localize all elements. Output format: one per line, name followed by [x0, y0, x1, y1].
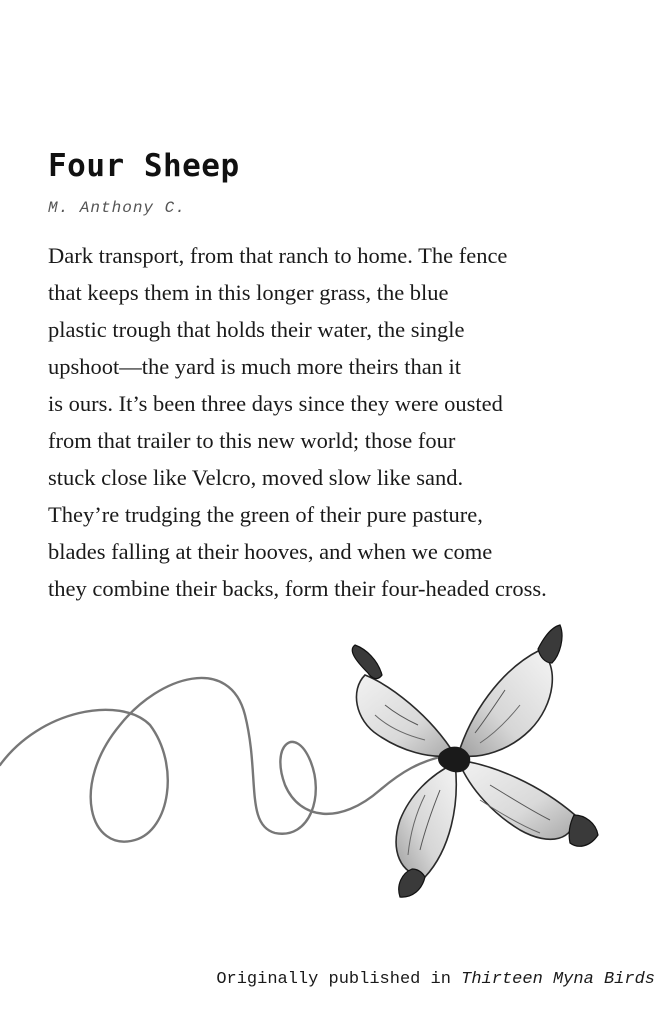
poem-author: M. Anthony C. [48, 199, 186, 217]
poem-line: blades falling at their hooves, and when we come [48, 539, 493, 564]
credit-prefix: Originally published in [216, 970, 462, 989]
sheep-lower-left [396, 763, 456, 897]
sheep-lower-right [458, 760, 598, 846]
poem-line: is ours. It’s been three days since they were ousted [48, 391, 503, 416]
sheep-illustration [0, 615, 663, 915]
poem-body [48, 237, 547, 607]
poem-line: Dark transport, from that ranch to home. The fence [48, 243, 508, 268]
poem-line: they combine their backs, form their four-headed cross. [48, 576, 547, 601]
poem-line: stuck close like Velcro, moved slow like sand. [48, 465, 464, 490]
publication-name: Thirteen Myna Birds [461, 970, 655, 989]
poem-line: from that trailer to this new world; those four [48, 428, 456, 453]
poem-line: upshoot—the yard is much more theirs than it [48, 354, 462, 379]
poem-line: that keeps them in this longer grass, the blue [48, 280, 449, 305]
poem-line: They’re trudging the green of their pure pasture, [48, 502, 483, 527]
poem-line: plastic trough that holds their water, the single [48, 317, 465, 342]
sheep-upper-right [458, 625, 562, 756]
sheep-group [352, 625, 598, 897]
poem-title: Four Sheep [48, 148, 240, 184]
sheep-upper-left [352, 645, 455, 756]
publication-credit [216, 970, 655, 989]
